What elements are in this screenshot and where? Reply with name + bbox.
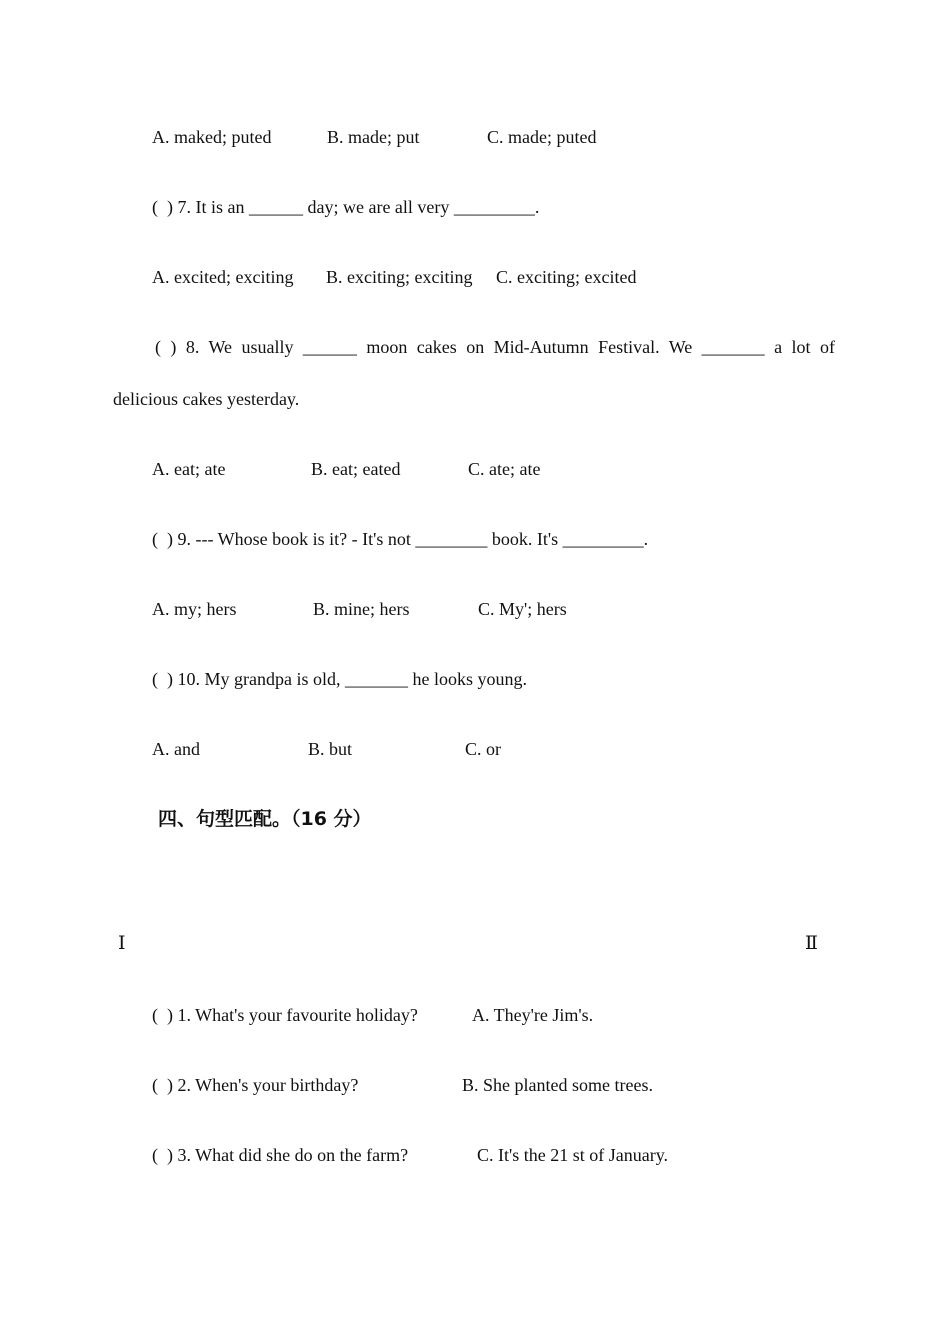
q8-stem-line2: delicious cakes yesterday. — [113, 389, 300, 409]
q9-option-a: A. my; hers — [152, 599, 237, 619]
q6-option-b: B. made; put — [327, 127, 420, 147]
section-heading: 四、句型匹配。（16 分） — [158, 808, 372, 830]
q10-option-c: C. or — [465, 739, 501, 759]
column-label-right: Ⅱ — [805, 933, 818, 954]
q6-option-a: A. maked; puted — [152, 127, 272, 147]
match-answer-b: B. She planted some trees. — [462, 1075, 653, 1095]
match-answer-a: A. They're Jim's. — [472, 1005, 594, 1025]
q7-option-c: C. exciting; excited — [496, 267, 637, 287]
match-question-3: ( ) 3. What did she do on the farm? — [152, 1145, 409, 1165]
q10-option-b: B. but — [308, 739, 353, 759]
match-question-1: ( ) 1. What's your favourite holiday? — [152, 1005, 418, 1025]
column-label-left: Ⅰ — [118, 933, 126, 954]
q9-option-c: C. My'; hers — [478, 599, 567, 619]
q7-option-b: B. exciting; exciting — [326, 267, 473, 287]
q7-stem: ( ) 7. It is an ______ day; we are all very _________. — [152, 197, 540, 217]
q8-option-a: A. eat; ate — [152, 459, 226, 479]
q7-option-a: A. excited; exciting — [152, 267, 294, 287]
q8-option-c: C. ate; ate — [468, 459, 541, 479]
q10-option-a: A. and — [152, 739, 200, 759]
match-question-2: ( ) 2. When's your birthday? — [152, 1075, 359, 1095]
q9-option-b: B. mine; hers — [313, 599, 410, 619]
q9-stem: ( ) 9. --- Whose book is it? - It's not ________ book. It's _________. — [152, 529, 649, 549]
q8-option-b: B. eat; eated — [311, 459, 401, 479]
q6-option-c: C. made; puted — [487, 127, 597, 147]
q10-stem: ( ) 10. My grandpa is old, _______ he looks young. — [152, 669, 527, 689]
q8-stem-line1: ( ) 8. We usually ______ moon cakes on Mid-Autumn Festival. We _______ a lot of — [155, 337, 835, 357]
match-answer-c: C. It's the 21 st of January. — [477, 1145, 669, 1165]
